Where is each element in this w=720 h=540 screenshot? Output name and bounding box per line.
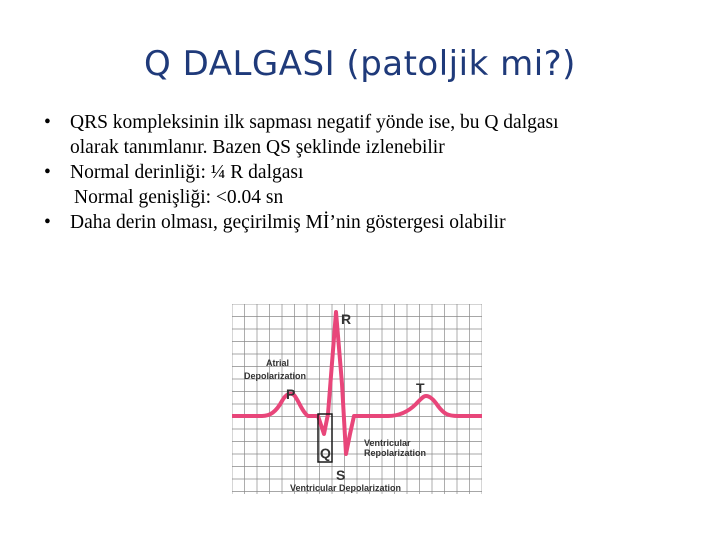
bullet-item-3 [44,210,694,235]
label-p: P [286,386,296,402]
slide-title: Q DALGASI (patoljik mi?) [144,44,576,84]
label-atrial-depolarization: Depolarization [244,371,307,381]
ecg-svg [232,304,482,494]
bullet-3-line-1: Daha derin olması, geçirilmiş Mİ’nin göstergesi olabilir [70,212,506,233]
bullet-list [44,110,694,235]
bullet-item-2-continued [44,185,694,210]
bullet-item-2 [44,160,694,185]
ecg-grid [232,304,482,494]
label-ventricular-repolarization-1: Ventricular [364,438,411,448]
bullet-item-1-continued [44,135,694,160]
label-ventricular-depolarization: Ventricular Depolarization [290,483,402,493]
bullet-1-line-1: QRS kompleksinin ilk sapması negatif yönde ise, bu Q dalgası [70,112,559,133]
bullet-marker: • [44,212,51,233]
bullet-marker: • [44,112,51,133]
ecg-diagram [232,304,482,494]
bullet-marker: • [44,162,51,183]
bullet-item-1 [44,110,694,135]
label-s: S [336,467,346,483]
bullet-1-line-2: olarak tanımlanır. Bazen QS şeklinde izlenebilir [70,137,445,158]
label-t: T [416,380,425,396]
label-atrial: Atrial [266,358,290,368]
label-r: R [341,311,352,327]
label-ventricular-repolarization-2: Repolarization [364,448,427,458]
bullet-2-line-2: Normal genişliği: <0.04 sn [74,187,284,208]
bullet-2-line-1: Normal derinliği: ¼ R dalgası [70,162,304,183]
label-q: Q [320,445,331,461]
